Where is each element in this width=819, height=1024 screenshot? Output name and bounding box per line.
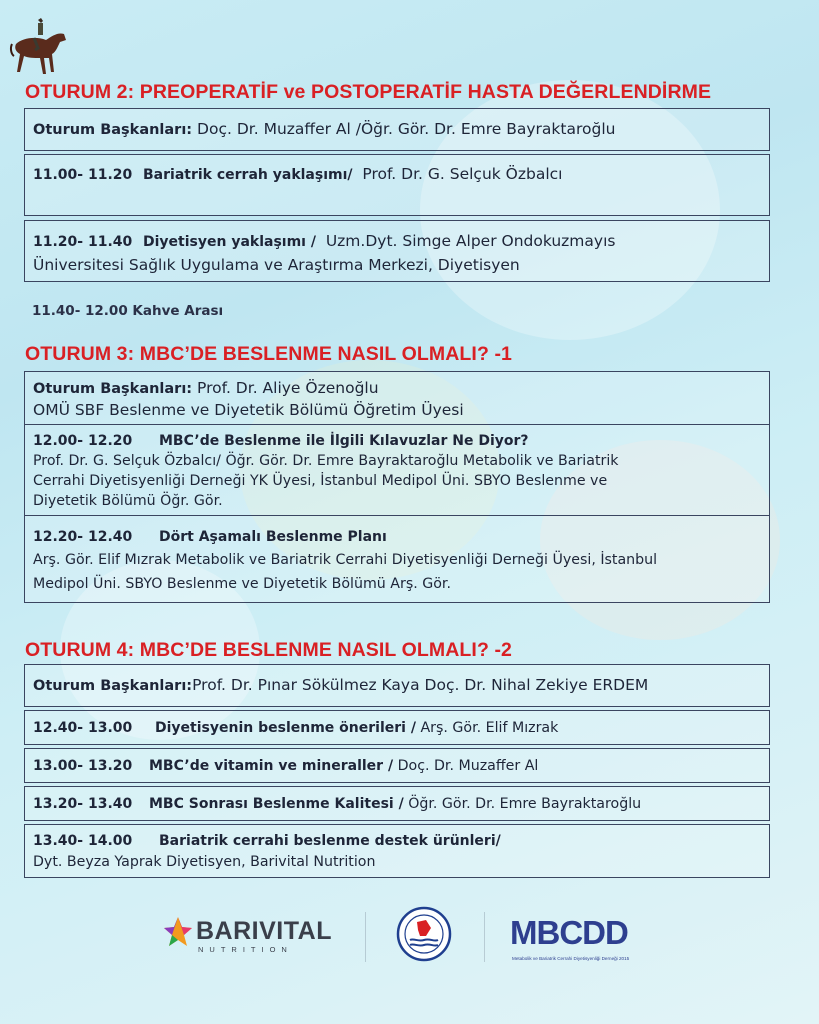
session2-talk-1 [24,154,770,216]
chairs-names: Doç. Dr. Muzaffer Al /Öğr. Gör. Dr. Emre Bayraktaroğlu [192,120,616,138]
talk-speaker: Dyt. Beyza Yaprak Diyetisyen, Barivital Nutrition [33,854,376,870]
chairs-names: Prof. Dr. Pınar Sökülmez Kaya Doç. Dr. Nihal Zekiye ERDEM [192,676,649,694]
talk-time: 12.40- 13.00 [33,720,133,736]
mbcdd-logo-subtext: Metabolik ve Bariatrik Cerrahi Diyetisyenliği Derneği 2015 [512,956,630,961]
talk-time: 13.40- 14.00 [33,833,133,849]
barivital-logo-subtext: NUTRITION [198,945,293,954]
chairs-affiliation: OMÜ SBF Beslenme ve Diyetetik Bölümü Öğretim Üyesi [33,401,464,419]
talk-speaker: Uzm.Dyt. Simge Alper Ondokuzmayıs [325,232,616,250]
session4-talk-2 [24,748,770,783]
session2-title: OTURUM 2: PREOPERATİF ve POSTOPERATİF HASTA DEĞERLENDİRME [25,81,712,103]
divider [365,912,366,962]
talk-topic: MBC’de Beslenme ile İlgili Kılavuzlar Ne Diyor? [159,433,529,449]
talk-speaker: Doç. Dr. Muzaffer Al [393,758,539,774]
talk-topic: Diyetisyenin beslenme önerileri / [155,720,416,736]
talk-time: 11.20- 11.40 [33,234,133,250]
divider [484,912,485,962]
session4-talk-1 [24,710,770,745]
chairs-label: Oturum Başkanları: [33,381,193,397]
session3-talk-1 [24,424,770,516]
coffee-break: 11.40- 12.00 Kahve Arası [32,303,224,319]
talk-detail-line: Cerrahi Diyetisyenliği Derneği YK Üyesi, İstanbul Medipol Üni. SBYO Beslenme ve [33,473,608,489]
talk-time: 13.00- 13.20 [33,758,133,774]
barivital-logo-text: BARIVITAL [196,917,332,945]
talk-time: 13.20- 13.40 [33,796,133,812]
talk-detail-line: Arş. Gör. Elif Mızrak Metabolik ve Bariatrik Cerrahi Diyetisyenliği Derneği Üyesi, İstanbul [33,552,658,568]
horse-rider-icon [8,14,70,82]
talk-speaker: Prof. Dr. G. Selçuk Özbalcı [362,165,563,183]
talk-detail-line: Prof. Dr. G. Selçuk Özbalcı/ Öğr. Gör. Dr. Emre Bayraktaroğlu Metabolik ve Bariatrik [33,453,619,469]
session3-talk-2 [24,515,770,603]
session3-chairs-box [24,371,770,425]
talk-time: 11.00- 11.20 [33,167,133,183]
talk-speaker-line2: Üniversitesi Sağlık Uygulama ve Araştırma Merkezi, Diyetisyen [33,256,520,274]
talk-topic: MBC’de vitamin ve mineraller / [149,758,394,774]
chairs-label: Oturum Başkanları: [33,122,193,138]
session4-talk-3 [24,786,770,821]
sponsor-logos [0,900,819,980]
session3-title: OTURUM 3: MBC’DE BESLENME NASIL OLMALI? -1 [25,343,513,365]
mbcdd-logo-text: MBCDD [510,914,628,951]
session4-chairs-box [24,664,770,707]
talk-topic: Bariatrik cerrahi beslenme destek ürünleri/ [159,833,501,849]
talk-time: 12.00- 12.20 [33,433,133,449]
talk-topic: Diyetisyen yaklaşımı / [143,234,316,250]
chairs-label: Oturum Başkanları: [33,678,193,694]
talk-speaker: Arş. Gör. Elif Mızrak [415,720,559,736]
session4-title: OTURUM 4: MBC’DE BESLENME NASIL OLMALI? -2 [25,639,513,661]
talk-time: 12.20- 12.40 [33,529,133,545]
session2-talk-2 [24,220,770,282]
talk-speaker: Öğr. Gör. Dr. Emre Bayraktaroğlu [403,796,642,812]
barivital-star-icon [163,915,193,949]
talk-topic: Dört Aşamalı Beslenme Planı [159,529,387,545]
talk-detail-line: Medipol Üni. SBYO Beslenme ve Diyetetik Bölümü Arş. Gör. [33,576,451,592]
chairs-names: Prof. Dr. Aliye Özenoğlu [192,379,379,397]
university-seal-icon [396,906,452,962]
talk-detail-line: Diyetetik Bölümü Öğr. Gör. [33,493,223,509]
session2-chairs-box [24,108,770,151]
talk-topic: Bariatrik cerrah yaklaşımı/ [143,167,353,183]
session4-talk-4 [24,824,770,878]
talk-topic: MBC Sonrası Beslenme Kalitesi / [149,796,404,812]
